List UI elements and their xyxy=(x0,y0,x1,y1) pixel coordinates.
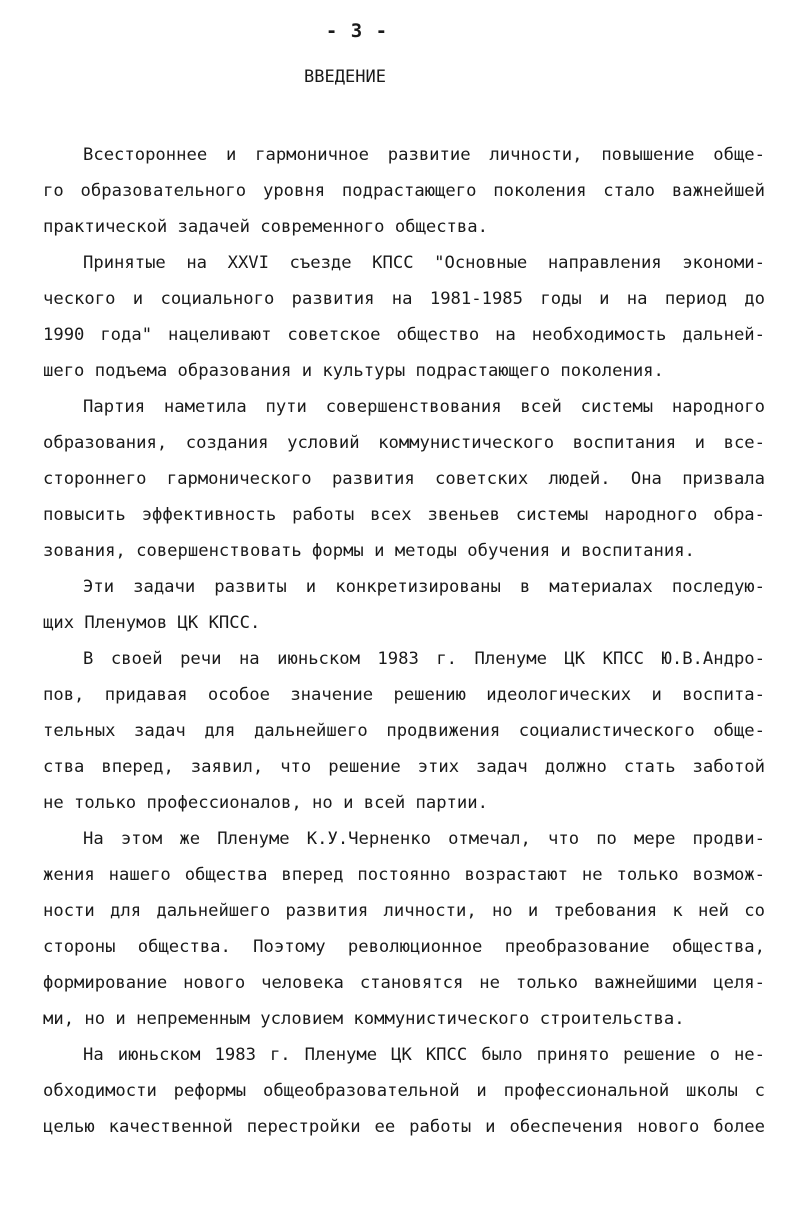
section-heading: ВВЕДЕНИЕ xyxy=(304,67,386,87)
text-line: Принятые на XXVI съезде КПСС "Основные направления экономи- xyxy=(83,253,765,273)
text-line: На июньском 1983 г. Пленуме ЦК КПСС было принято решение о не- xyxy=(83,1045,765,1065)
text-line: стороннего гармонического развития советских людей. Она призвала xyxy=(43,469,765,489)
text-line: Всестороннее и гармоничное развитие личности, повышение обще- xyxy=(83,145,765,165)
text-line: практической задачей современного общества. xyxy=(43,217,488,237)
text-line: тельных задач для дальнейшего продвижения социалистического обще- xyxy=(43,721,765,741)
text-line: шего подъема образования и культуры подрастающего поколения. xyxy=(43,361,664,381)
text-line: В своей речи на июньском 1983 г. Пленуме ЦК КПСС Ю.В.Андро- xyxy=(83,649,765,669)
text-line: Партия наметила пути совершенствования всей системы народного xyxy=(83,397,765,417)
text-line: пов, придавая особое значение решению идеологических и воспита- xyxy=(43,685,765,705)
text-line: ми, но и непременным условием коммунистического строительства. xyxy=(43,1009,685,1029)
text-line: го образовательного уровня подрастающего поколения стало важнейшей xyxy=(43,181,765,201)
text-line: ства вперед, заявил, что решение этих задач должно стать заботой xyxy=(43,757,765,777)
text-line: формирование нового человека становятся не только важнейшими целя- xyxy=(43,973,765,993)
body-text xyxy=(43,137,765,1145)
text-line: зования, совершенствовать формы и методы обучения и воспитания. xyxy=(43,541,695,561)
text-line: Эти задачи развиты и конкретизированы в материалах последую- xyxy=(83,577,765,597)
text-line: не только профессионалов, но и всей партии. xyxy=(43,793,488,813)
text-line: целью качественной перестройки ее работы и обеспечения нового более xyxy=(43,1117,765,1137)
text-line: ческого и социального развития на 1981-1985 годы и на период до xyxy=(43,289,765,309)
page-number: - 3 - xyxy=(325,20,389,42)
text-line: образования, создания условий коммунистического воспитания и все- xyxy=(43,433,765,453)
text-line: жения нашего общества вперед постоянно возрастают не только возмож- xyxy=(43,865,765,885)
text-line: обходимости реформы общеобразовательной и профессиональной школы с xyxy=(43,1081,765,1101)
text-line: стороны общества. Поэтому революционное преобразование общества, xyxy=(43,937,765,957)
text-line: 1990 года" нацеливают советское общество на необходимость дальней- xyxy=(43,325,765,345)
text-line: На этом же Пленуме К.У.Черненко отмечал, что по мере продви- xyxy=(83,829,765,849)
text-line: щих Пленумов ЦК КПСС. xyxy=(43,613,261,633)
text-line: ности для дальнейшего развития личности, но и требования к ней со xyxy=(43,901,765,921)
text-line: повысить эффективность работы всех звеньев системы народного обра- xyxy=(43,505,765,525)
